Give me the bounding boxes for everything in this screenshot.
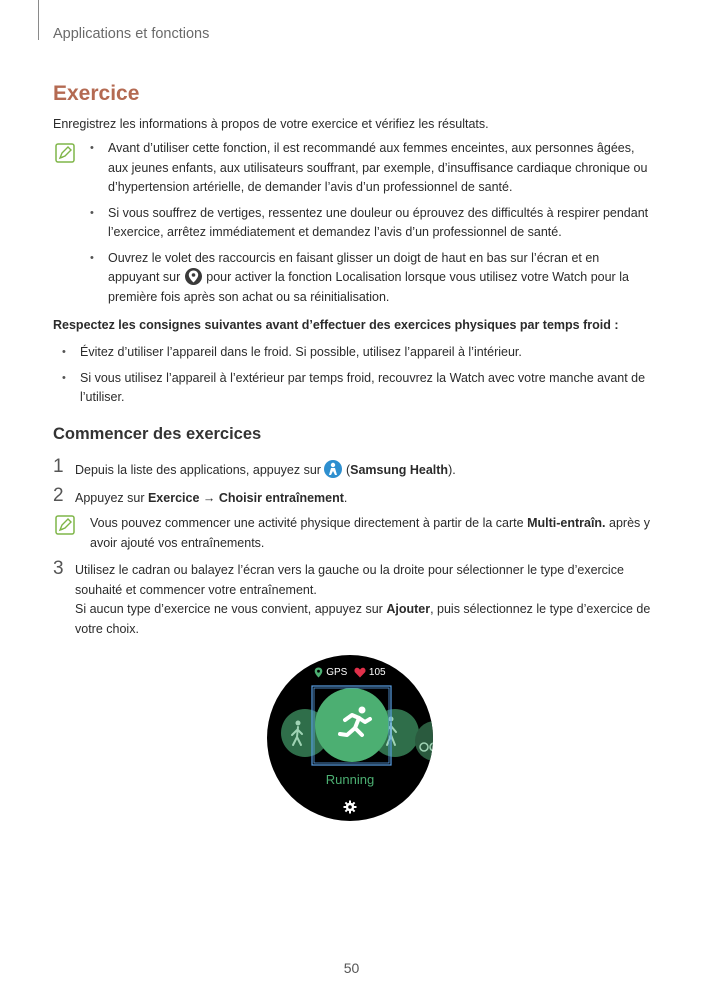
step-text-part: Appuyez sur bbox=[75, 491, 145, 505]
note-text: pour activer la fonction Localisation lorsque vous utilisez votre Watch pour la première fois après son achat ou sa réinitialisation. bbox=[108, 270, 629, 304]
cold-item: • Évitez d’utiliser l’appareil dans le froid. Si possible, utilisez l’appareil à l’intérieur. bbox=[62, 343, 652, 363]
menu-path-item: Choisir entraînement bbox=[218, 491, 344, 505]
watch-screen bbox=[267, 655, 433, 821]
note-item bbox=[90, 249, 650, 308]
app-name: Samsung Health bbox=[350, 463, 449, 477]
cold-item: • Si vous utilisez l’appareil à l’extérieur par temps froid, recouvrez la Watch avec votre manche avant de l’utiliser. bbox=[62, 369, 652, 408]
heart-rate-value: 105 bbox=[368, 667, 386, 678]
location-pin-icon bbox=[185, 268, 202, 285]
cold-heading: Respectez les consignes suivantes avant d’effectuer des exercices physiques par temps froid : bbox=[53, 318, 619, 332]
button-name: Ajouter bbox=[386, 602, 431, 616]
watch-graphics bbox=[267, 655, 433, 821]
note-text bbox=[90, 514, 650, 553]
step-number: 3 bbox=[53, 558, 64, 579]
step-text-part: Utilisez le cadran ou balayez l’écran vers la gauche ou la droite pour sélectionner le type d’exercice souhaité et commencer votre entraînement. bbox=[75, 563, 624, 597]
running-circle bbox=[315, 688, 389, 762]
intro-text: Enregistrez les informations à propos de votre exercice et vérifiez les résultats. bbox=[53, 117, 489, 131]
note-text-part: après y avoir ajouté vos entraînements. bbox=[90, 516, 651, 550]
card-name: Multi-entraîn. bbox=[527, 516, 606, 530]
note-item: • Si vous souffrez de vertiges, ressentez une douleur ou éprouvez des difficultés à respirer pendant l’exercice, arrêtez immédiatement et demandez l’avis d’un professionnel de santé. bbox=[90, 204, 650, 243]
note-list bbox=[90, 139, 650, 313]
watch-status-bar bbox=[267, 667, 433, 678]
section-heading: Commencer des exercices bbox=[53, 425, 262, 443]
arrow-glyph: → bbox=[202, 491, 216, 505]
note-item: • Avant d’utiliser cette fonction, il est recommandé aux femmes enceintes, aux personnes âgées, aux jeunes enfants, aux utilisateurs souffrant, par exemple, d’insuffisance cardiaque chronique ou d’hypertension artérielle, de demander l’avis d’un professionnel de santé. bbox=[90, 139, 650, 198]
step-text-part: . bbox=[343, 491, 348, 505]
activity-label: Running bbox=[325, 772, 375, 787]
cold-list bbox=[62, 343, 652, 414]
step-text-part: Si aucun type d’exercice ne vous convient, appuyez sur bbox=[75, 602, 383, 616]
section-rule bbox=[38, 0, 39, 40]
step-text-part bbox=[75, 600, 655, 639]
location-pin-icon bbox=[314, 667, 323, 678]
step-text bbox=[75, 460, 655, 481]
note-text-part: Vous pouvez commencer une activité physique directement à partir de la carte bbox=[90, 516, 524, 530]
step-number: 1 bbox=[53, 456, 64, 477]
step-text bbox=[75, 561, 655, 639]
page-number: 50 bbox=[343, 960, 360, 976]
step-text-part: Depuis la liste des applications, appuyez sur bbox=[75, 463, 321, 477]
note-icon bbox=[55, 143, 75, 163]
step-text-part: ( bbox=[345, 463, 351, 477]
heart-icon bbox=[354, 667, 366, 678]
note-text: Ouvrez le volet des raccourcis en faisant glisser un doigt de haut en bas sur l’écran et en appuyant sur bbox=[108, 250, 600, 284]
step-number: 2 bbox=[53, 485, 64, 506]
step-text-part: , puis sélectionnez le type d’exercice de votre choix. bbox=[75, 602, 651, 636]
section-header: Applications et fonctions bbox=[53, 26, 210, 42]
gps-label: GPS bbox=[326, 667, 348, 678]
step-text bbox=[75, 489, 655, 509]
page-title: Exercice bbox=[53, 82, 140, 105]
step-text-part: ). bbox=[448, 463, 456, 477]
samsung-health-icon bbox=[324, 460, 342, 478]
gear-icon[interactable] bbox=[343, 800, 357, 814]
menu-path-item: Exercice bbox=[147, 491, 200, 505]
note-icon bbox=[55, 515, 75, 535]
